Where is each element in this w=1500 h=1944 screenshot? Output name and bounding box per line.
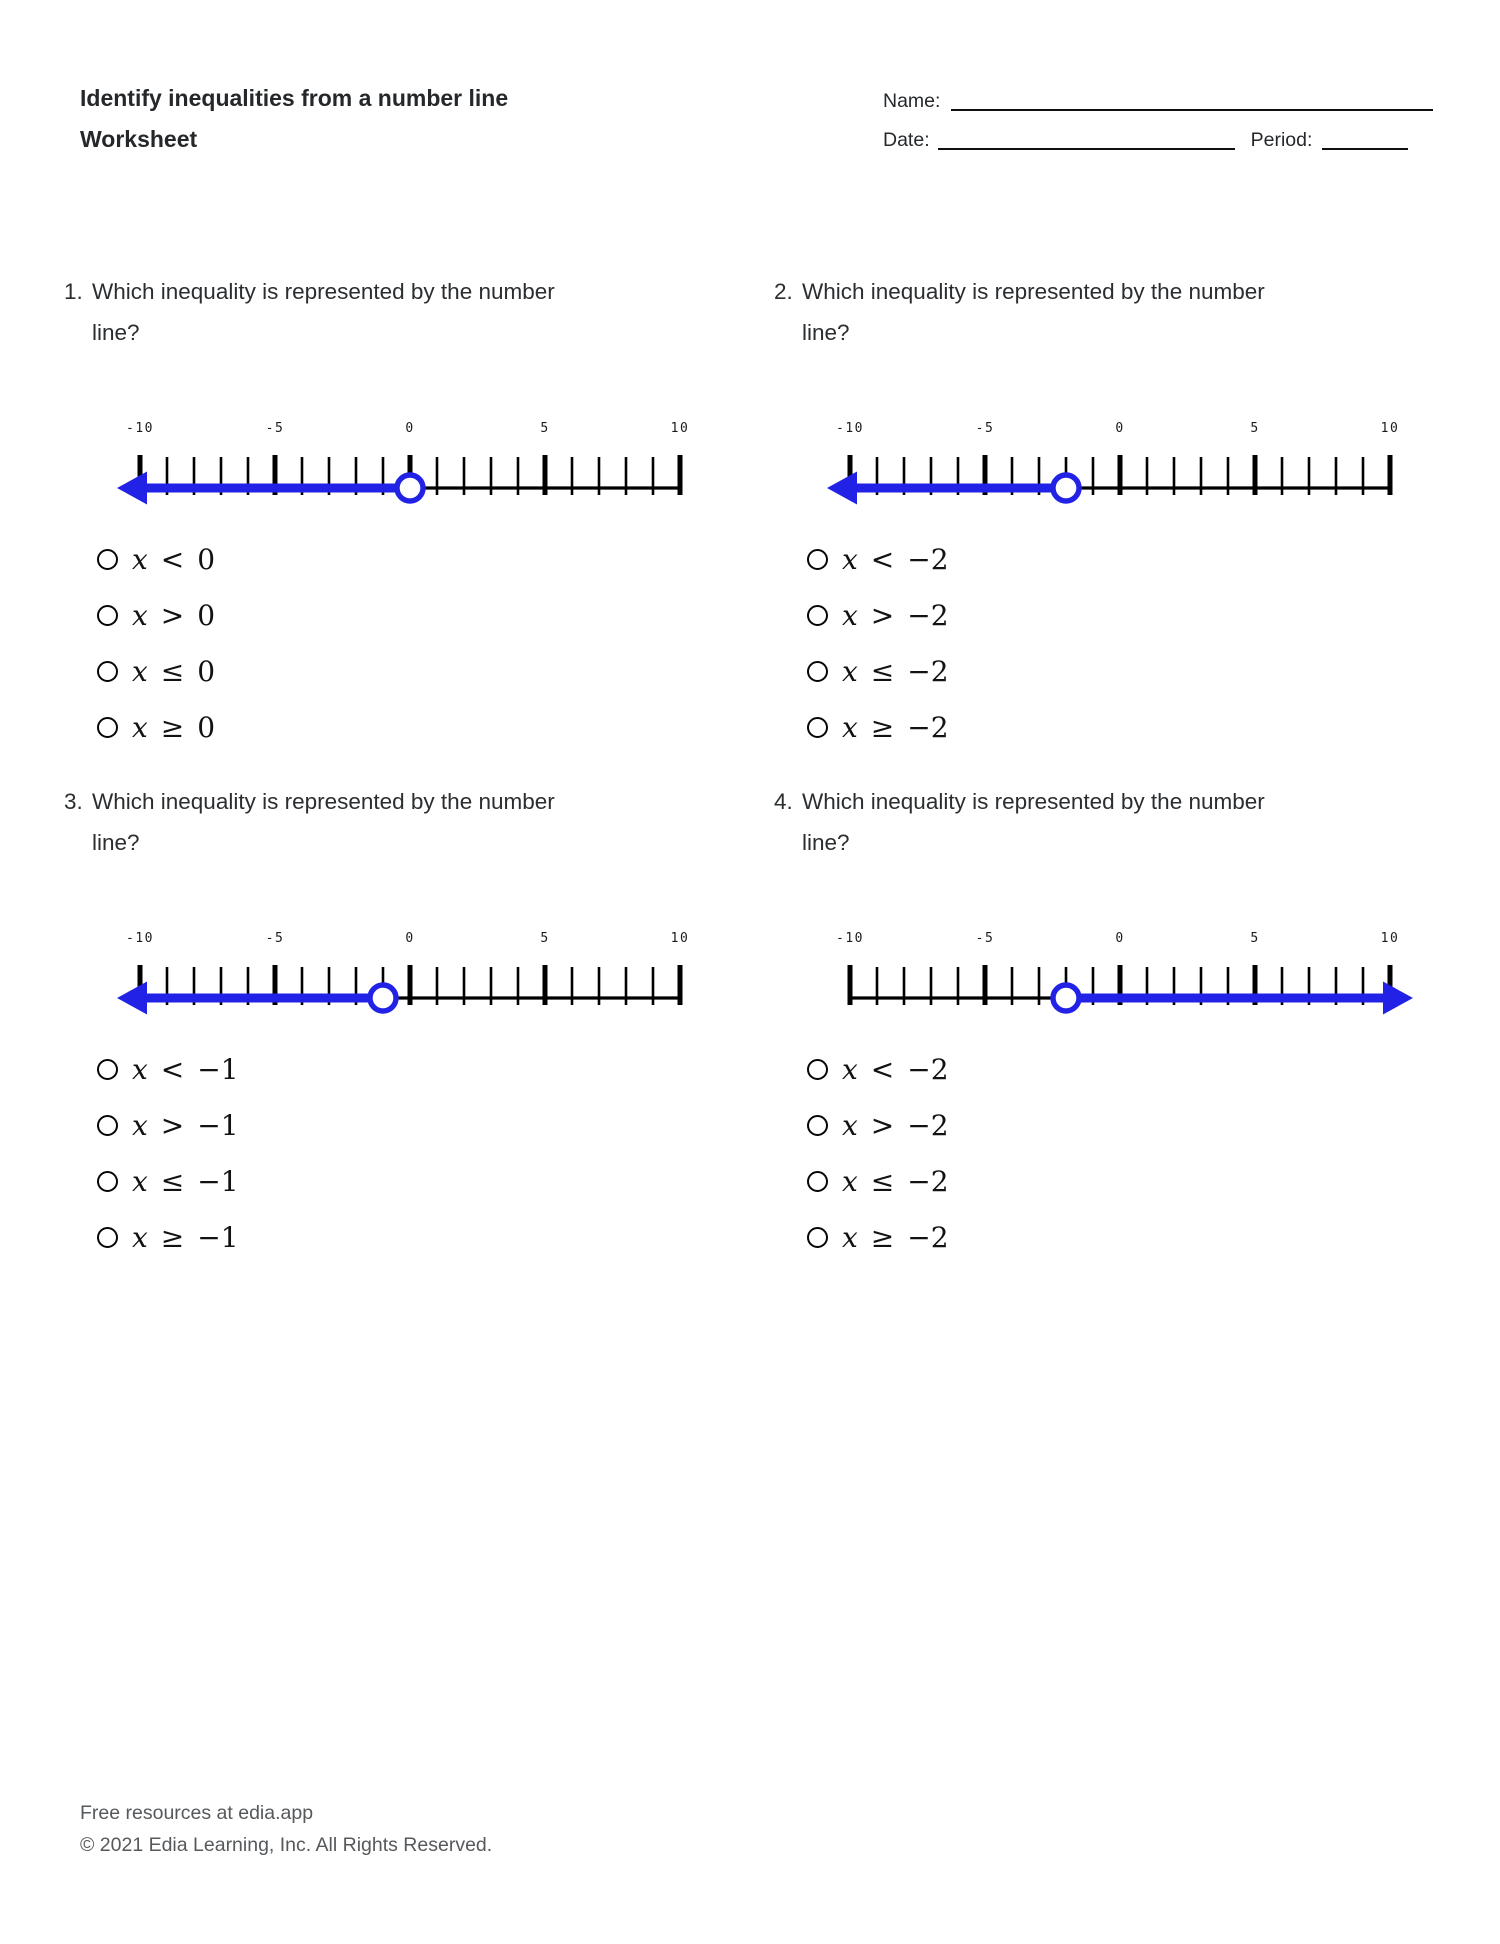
option-value: −2 [907,1164,949,1198]
page-title-line1: Identify inequalities from a number line [80,85,509,111]
question-text: Which inequality is represented by the number line? [92,789,555,855]
svg-text:0: 0 [405,931,415,946]
svg-text:10: 10 [670,931,690,946]
date-period-row [883,120,1423,150]
option-expression [132,1053,239,1086]
svg-text:5: 5 [1250,421,1260,436]
option-variable: x [132,654,148,688]
radio-button-icon[interactable] [97,1059,118,1080]
name-field-line [951,109,1433,111]
question-2 [774,272,1414,782]
question-prompt [774,272,1309,353]
number-line [812,926,1428,1026]
answer-options [64,1041,704,1265]
question-number: 2. [774,279,793,304]
number-line [812,416,1428,516]
answer-option[interactable] [64,1041,704,1097]
option-operator: ≤ [870,654,895,688]
student-info-block [883,81,1423,159]
option-operator: ≤ [870,1164,895,1198]
option-variable: x [132,1108,148,1142]
footer-line1: Free resources at edia.app [80,1802,314,1824]
option-operator: ≤ [160,1164,185,1198]
date-field-line [938,148,1235,150]
date-label: Date: [883,128,930,151]
option-expression [132,1165,239,1198]
option-value: −1 [197,1052,239,1086]
name-label: Name: [883,89,941,112]
svg-text:5: 5 [540,421,550,436]
option-value: −2 [907,598,949,632]
question-text: Which inequality is represented by the number line? [92,279,555,345]
option-value: −2 [907,654,949,688]
option-expression [132,1109,239,1142]
number-line [102,416,718,516]
answer-options [774,531,1414,755]
radio-button-icon[interactable] [97,549,118,570]
option-expression [132,599,215,632]
option-expression [132,655,215,688]
svg-text:10: 10 [1380,421,1400,436]
svg-text:5: 5 [540,931,550,946]
svg-text:-10: -10 [126,931,154,946]
svg-text:0: 0 [1115,931,1125,946]
option-operator: > [870,598,895,632]
radio-button-icon[interactable] [97,605,118,626]
option-expression [842,1165,949,1198]
svg-text:0: 0 [1115,421,1125,436]
option-expression [842,1109,949,1142]
answer-option[interactable] [774,587,1414,643]
option-expression [132,711,215,744]
option-value: −2 [907,1108,949,1142]
option-value: −1 [197,1108,239,1142]
option-expression [842,543,949,576]
radio-button-icon[interactable] [807,661,828,682]
option-value: −2 [907,710,949,744]
radio-button-icon[interactable] [807,1059,828,1080]
option-variable: x [132,1052,148,1086]
page-title-line2: Worksheet [80,126,198,153]
questions-grid [64,272,1414,1292]
radio-button-icon[interactable] [97,1171,118,1192]
radio-button-icon[interactable] [807,1115,828,1136]
answer-option[interactable] [64,643,704,699]
option-operator: ≥ [870,1220,895,1254]
option-variable: x [842,542,858,576]
option-operator: ≥ [870,710,895,744]
answer-option[interactable] [774,699,1414,755]
option-variable: x [842,710,858,744]
option-variable: x [842,1108,858,1142]
period-label: Period: [1250,128,1313,151]
footer-line2: © 2021 Edia Learning, Inc. All Rights Reserved. [80,1833,493,1856]
option-operator: < [870,1052,895,1086]
radio-button-icon[interactable] [807,1227,828,1248]
option-expression [132,1221,239,1254]
option-expression [842,1053,949,1086]
option-variable: x [132,542,148,576]
option-value: −2 [907,542,949,576]
option-value: 0 [197,542,216,576]
option-expression [842,599,949,632]
radio-button-icon[interactable] [97,661,118,682]
question-number: 1. [64,279,83,304]
option-value: 0 [197,654,216,688]
option-variable: x [132,1164,148,1198]
option-variable: x [132,1220,148,1254]
page-footer [80,1798,492,1862]
answer-option[interactable] [774,643,1414,699]
option-value: −2 [907,1052,949,1086]
svg-text:10: 10 [670,421,690,436]
page-title [80,78,508,161]
answer-option[interactable] [774,531,1414,587]
question-number: 4. [774,789,793,814]
answer-option[interactable] [64,699,704,755]
answer-options [64,531,704,755]
period-field-line [1322,148,1408,150]
question-prompt [64,272,599,353]
svg-text:5: 5 [1250,931,1260,946]
answer-option[interactable] [64,587,704,643]
svg-text:10: 10 [1380,931,1400,946]
option-operator: ≥ [160,710,185,744]
radio-button-icon[interactable] [807,605,828,626]
answer-option[interactable] [64,1209,704,1265]
svg-text:-5: -5 [975,421,995,436]
number-line-svg [812,926,1428,1026]
option-variable: x [842,598,858,632]
option-operator: ≤ [160,654,185,688]
option-value: −2 [907,1220,949,1254]
option-variable: x [132,710,148,744]
question-3 [64,782,704,1292]
option-operator: < [160,542,185,576]
svg-text:-5: -5 [265,421,285,436]
answer-option[interactable] [64,1153,704,1209]
radio-button-icon[interactable] [807,549,828,570]
option-operator: > [160,1108,185,1142]
number-line-svg [812,416,1428,516]
option-variable: x [842,1164,858,1198]
option-value: 0 [197,598,216,632]
question-number: 3. [64,789,83,814]
answer-option[interactable] [774,1209,1414,1265]
option-variable: x [132,598,148,632]
number-line-svg [102,926,718,1026]
answer-option[interactable] [774,1153,1414,1209]
answer-options [774,1041,1414,1265]
answer-option[interactable] [64,1097,704,1153]
option-value: 0 [197,710,216,744]
option-operator: < [160,1052,185,1086]
option-expression [842,711,949,744]
option-operator: > [870,1108,895,1142]
option-value: −1 [197,1220,239,1254]
svg-text:-5: -5 [265,931,285,946]
question-prompt [64,782,599,863]
option-expression [842,1221,949,1254]
question-text: Which inequality is represented by the number line? [802,789,1265,855]
answer-option[interactable] [774,1041,1414,1097]
svg-text:-5: -5 [975,931,995,946]
name-row [883,81,1423,111]
option-expression [132,543,215,576]
svg-text:-10: -10 [126,421,154,436]
svg-text:0: 0 [405,421,415,436]
option-operator: ≥ [160,1220,185,1254]
question-text: Which inequality is represented by the number line? [802,279,1265,345]
radio-button-icon[interactable] [97,1227,118,1248]
option-variable: x [842,1052,858,1086]
option-variable: x [842,654,858,688]
radio-button-icon[interactable] [807,1171,828,1192]
svg-text:-10: -10 [836,931,864,946]
option-expression [842,655,949,688]
option-operator: < [870,542,895,576]
answer-option[interactable] [774,1097,1414,1153]
option-value: −1 [197,1164,239,1198]
svg-text:-10: -10 [836,421,864,436]
number-line [102,926,718,1026]
question-1 [64,272,704,782]
number-line-svg [102,416,718,516]
option-operator: > [160,598,185,632]
radio-button-icon[interactable] [97,717,118,738]
answer-option[interactable] [64,531,704,587]
question-4 [774,782,1414,1292]
option-variable: x [842,1220,858,1254]
radio-button-icon[interactable] [807,717,828,738]
question-prompt [774,782,1309,863]
radio-button-icon[interactable] [97,1115,118,1136]
